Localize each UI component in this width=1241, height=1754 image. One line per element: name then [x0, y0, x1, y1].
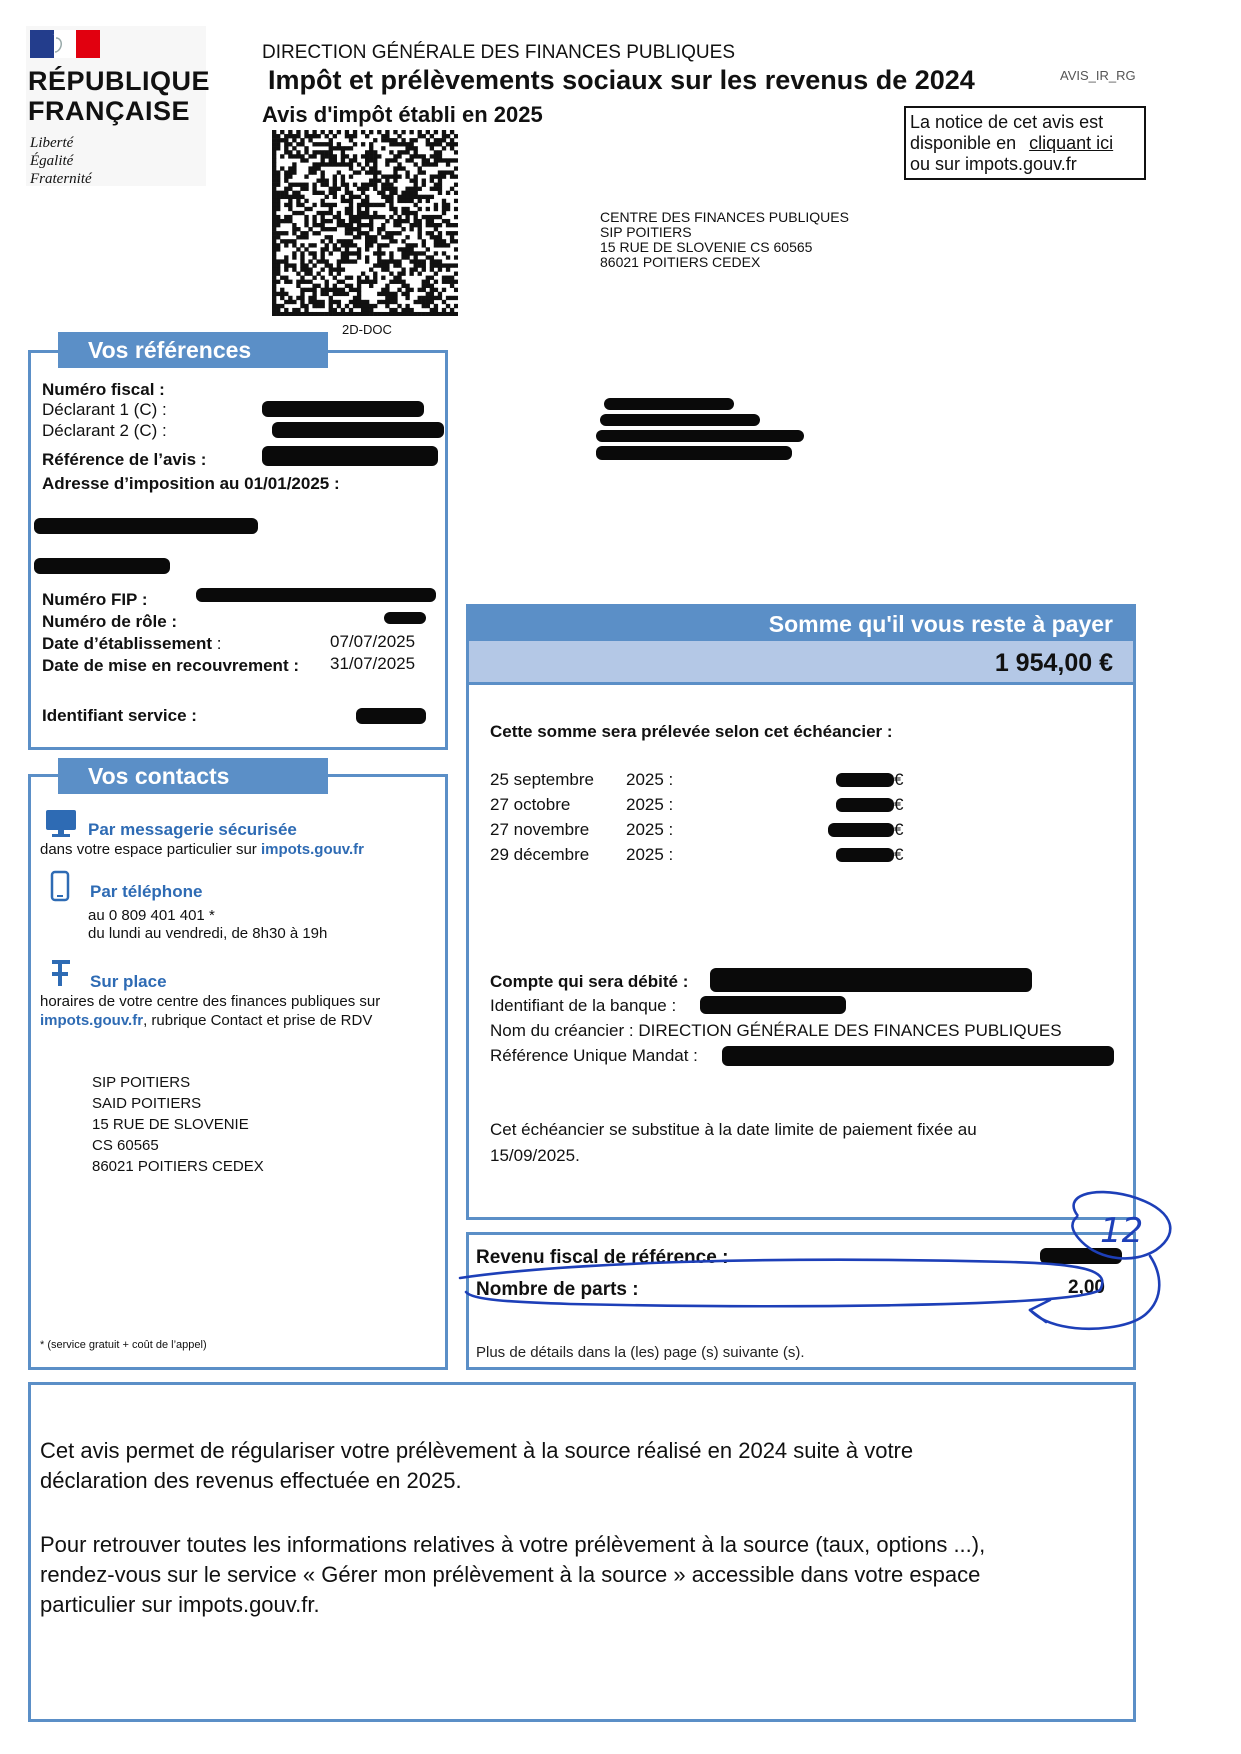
rfr-label: Revenu fiscal de référence : [476, 1247, 729, 1268]
redacted-adresse-imposition [34, 518, 258, 534]
redacted-address [600, 414, 760, 426]
direction-label: DIRECTION GÉNÉRALE DES FINANCES PUBLIQUES [262, 42, 735, 63]
telephone-number: au 0 809 401 401 * [88, 907, 215, 924]
date-etablissement-label-text: Date d’établissement [42, 634, 213, 653]
redacted-schedule-amount [836, 848, 894, 862]
redacted-numero-fip [196, 588, 436, 602]
centre-address-line: 15 RUE DE SLOVENIE CS 60565 [600, 239, 813, 255]
schedule-intro: Cette somme sera prélevée selon cet échéancier : [490, 722, 893, 741]
references-title: Vos références [58, 332, 328, 368]
adresse-imposition-label: Adresse d’imposition au 01/01/2025 : [42, 474, 340, 493]
contact-address-line: 15 RUE DE SLOVENIE [92, 1116, 249, 1133]
schedule-day: 27 octobre [490, 795, 571, 814]
declarant1-label: Déclarant 1 (C) : [42, 400, 167, 419]
substitution-line1: Cet échéancier se substitue à la date limite de paiement fixée au [490, 1120, 977, 1139]
motto-liberte: Liberté [30, 135, 74, 151]
contacts-title: Vos contacts [58, 758, 328, 794]
redacted-address [604, 398, 734, 410]
contact-address-line: 86021 POITIERS CEDEX [92, 1158, 264, 1175]
payment-amount: 1 954,00 € [469, 641, 1133, 685]
qr-code [272, 130, 458, 316]
info-para1-line1: Cet avis permet de régulariser votre prélèvement à la source réalisé en 2024 suite à votre [40, 1438, 914, 1463]
document-subtitle: Avis d'impôt établi en 2025 [262, 102, 543, 127]
schedule-currency: € [894, 820, 904, 839]
schedule-day: 29 décembre [490, 845, 590, 864]
schedule-currency: € [894, 845, 904, 864]
redacted-mandat [722, 1046, 1114, 1066]
schedule-currency: € [894, 795, 904, 814]
motto-fraternite: Fraternité [30, 171, 92, 187]
messagerie-link[interactable]: impots.gouv.fr [260, 841, 365, 858]
date-recouvrement-label: Date de mise en recouvrement : [42, 656, 299, 675]
redacted-schedule-amount [828, 823, 894, 837]
schedule-day: 25 septembre [490, 770, 594, 789]
schedule-day: 27 novembre [490, 820, 590, 839]
redacted-address [596, 430, 804, 442]
handwritten-annotation [450, 1190, 1220, 1350]
contact-address-line: SIP POITIERS [92, 1074, 191, 1091]
place-text: horaires de votre centre des finances publiques sur [40, 993, 381, 1010]
contact-address-line: SAID POITIERS [92, 1095, 202, 1112]
contact-address-line: CS 60565 [92, 1137, 159, 1154]
place-text2-body: , rubrique Contact et prise de RDV [143, 1012, 373, 1029]
info-para1 [40, 1436, 913, 1496]
place-link[interactable]: impots.gouv.fr [40, 1012, 144, 1029]
info-para2-line1: Pour retrouver toutes les informations relatives à votre prélèvement à la source (taux, options ...), [40, 1532, 986, 1557]
messagerie-title: Par messagerie sécurisée [88, 820, 297, 839]
document-title: Impôt et prélèvements sociaux sur les revenus de 2024 [268, 65, 975, 95]
reference-avis-label: Référence de l’avis : [42, 450, 207, 469]
place-title: Sur place [90, 972, 167, 991]
notice-line2-text: disponible en [910, 133, 1017, 153]
info-para2-line2: rendez-vous sur le service « Gérer mon prélèvement à la source » accessible dans votre espace [40, 1562, 981, 1587]
payment-title: Somme qu'il vous reste à payer [469, 607, 1133, 641]
info-para2-line3: particulier sur impots.gouv.fr. [40, 1592, 320, 1617]
republique-line2: FRANÇAISE [28, 96, 191, 126]
notice-line2 [910, 133, 1140, 154]
messagerie-text-body: dans votre espace particulier sur [40, 841, 257, 858]
qr-label: 2D-DOC [342, 322, 392, 337]
redacted-schedule-amount [836, 798, 894, 812]
info-para2 [40, 1530, 985, 1620]
numero-role-label: Numéro de rôle : [42, 612, 178, 631]
place-text2 [40, 1011, 372, 1031]
document-code: AVIS_IR_RG [1060, 68, 1136, 83]
centre-address [600, 210, 849, 270]
telephone-title: Par téléphone [90, 882, 203, 901]
redacted-identifiant-service [356, 708, 426, 724]
parts-label: Nombre de parts : [476, 1279, 639, 1300]
numero-fiscal-label: Numéro fiscal : [42, 380, 165, 399]
redacted-reference-avis [262, 446, 438, 466]
mandat-label: Référence Unique Mandat : [490, 1046, 698, 1065]
redacted-numero-role [384, 612, 426, 624]
compte-label: Compte qui sera débité : [490, 972, 689, 991]
identifiant-service-label: Identifiant service : [42, 706, 197, 725]
redacted-compte [710, 968, 1032, 992]
motto-egalite: Égalité [30, 153, 74, 169]
centre-address-line: SIP POITIERS [600, 224, 692, 240]
redacted-adresse-imposition [34, 558, 170, 574]
redacted-declarant1 [262, 401, 424, 417]
date-etablissement-colon: : [216, 634, 222, 653]
info-para1-line2: déclaration des revenus effectuée en 2025. [40, 1468, 462, 1493]
contacts-footnote: * (service gratuit + coût de l’appel) [40, 1339, 207, 1351]
numero-fip-label: Numéro FIP : [42, 590, 148, 609]
redacted-address [596, 446, 792, 460]
parts-value: 2,00 [1068, 1277, 1105, 1298]
computer-icon [44, 808, 78, 838]
notice-line3: ou sur impots.gouv.fr [910, 154, 1077, 174]
redacted-banque [700, 996, 846, 1014]
creancier-line: Nom du créancier : DIRECTION GÉNÉRALE DES FINANCES PUBLIQUES [490, 1021, 1062, 1040]
declarant2-label: Déclarant 2 (C) : [42, 421, 167, 440]
redacted-schedule-amount [836, 773, 894, 787]
date-etablissement-value: 07/07/2025 [330, 632, 416, 651]
republique-logo [26, 26, 211, 187]
details-note: Plus de détails dans la (les) page (s) suivante (s). [476, 1344, 805, 1361]
centre-address-line: 86021 POITIERS CEDEX [600, 254, 761, 270]
substitution-line2: 15/09/2025. [490, 1146, 580, 1165]
notice-link[interactable]: cliquant ici [1029, 133, 1114, 153]
contact-address [92, 1072, 264, 1177]
schedule-year: 2025 : [626, 770, 674, 789]
building-icon [48, 958, 74, 988]
schedule-year: 2025 : [626, 845, 674, 864]
notice-box [904, 106, 1146, 180]
annotation-number: 12 [1100, 1211, 1144, 1251]
centre-address-line: CENTRE DES FINANCES PUBLIQUES [600, 209, 849, 225]
phone-icon [50, 870, 70, 902]
date-etablissement-label [42, 634, 222, 654]
schedule-currency: € [894, 770, 904, 789]
redacted-declarant2 [272, 422, 444, 438]
banque-label: Identifiant de la banque : [490, 996, 677, 1015]
schedule-year: 2025 : [626, 820, 674, 839]
marianne-icon [30, 30, 102, 60]
date-recouvrement-value: 31/07/2025 [330, 654, 416, 673]
schedule-year: 2025 : [626, 795, 674, 814]
republique-line1: RÉPUBLIQUE [28, 66, 211, 96]
notice-line1: La notice de cet avis est [910, 112, 1104, 132]
messagerie-text [40, 840, 364, 860]
telephone-hours: du lundi au vendredi, de 8h30 à 19h [88, 925, 328, 942]
